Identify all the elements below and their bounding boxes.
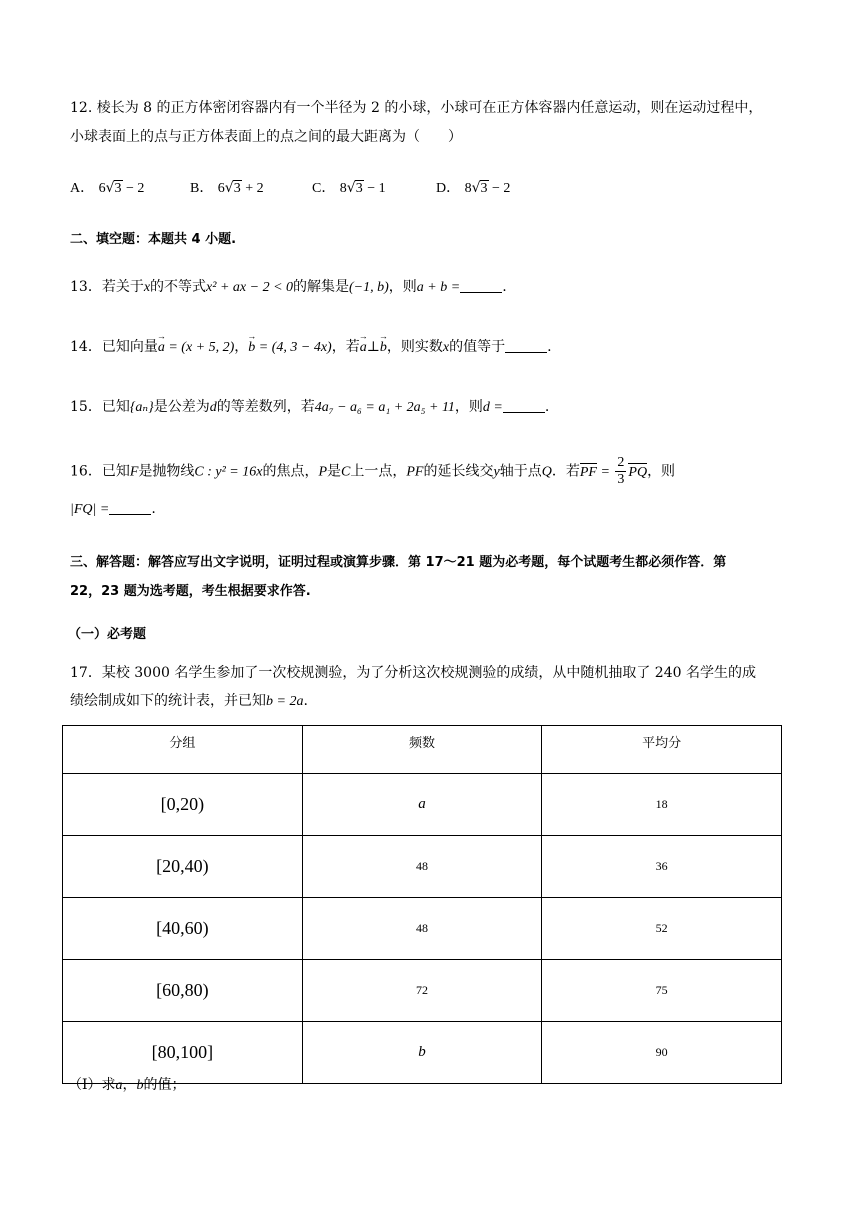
table-row — [63, 960, 782, 1022]
cell-average: 75 — [542, 960, 782, 1022]
table-header-row — [63, 726, 782, 774]
q12-option-b: B． 6√3 + 2 — [190, 180, 264, 196]
cell-average: 18 — [542, 774, 782, 836]
section-3-heading-line1: 三、解答题：解答应写出文字说明，证明过程或演算步骤．第 17～21 题为必考题，每个试题考生都必须作答．第 — [70, 555, 727, 570]
section-3-heading-line2: 22，23 题为选考题，考生根据要求作答. — [70, 584, 311, 599]
q16-answer-blank — [109, 500, 151, 515]
cell-average: 36 — [542, 836, 782, 898]
cell-average: 52 — [542, 898, 782, 960]
cell-group: [80,100] — [63, 1022, 303, 1084]
q14-answer-blank — [505, 338, 547, 353]
section-2-heading: 二、填空题：本题共 4 小题. — [70, 232, 237, 247]
header-average: 平均分 — [542, 726, 782, 774]
table-row — [63, 836, 782, 898]
q12-option-d: D． 8√3 − 2 — [436, 180, 511, 196]
q12-option-a: A． 6√3 − 2 — [70, 180, 145, 196]
q15: 15．已知{aₙ}是公差为d的等差数列，若4a₇ − a₆ = a₁ + 2a₅ + 11，则d = . — [70, 399, 550, 415]
cell-group: [0,20) — [63, 774, 303, 836]
q16-line2: |FQ| = . — [70, 501, 156, 517]
q12-line2: 小球表面上的点与正方体表面上的点之间的最大距离为（ ） — [70, 129, 462, 145]
header-group: 分组 — [63, 726, 303, 774]
cell-group: [40,60) — [63, 898, 303, 960]
q17-line1: 17．某校 3000 名学生参加了一次校规测验，为了分析这次校规测验的成绩，从中随机抽取了 240 名学生的成 — [70, 665, 756, 681]
q13-answer-blank — [460, 278, 502, 293]
cell-average: 90 — [542, 1022, 782, 1084]
cell-group: [60,80) — [63, 960, 303, 1022]
q17-part1: （Ⅰ）求a，b的值； — [68, 1077, 186, 1093]
q14: 14．已知向量→ a = (x + 5, 2)，→ b = (4, 3 − 4x)，若→ a⊥→ b，则实数x的值等于 . — [70, 336, 552, 356]
table-row — [63, 774, 782, 836]
cell-frequency: a — [302, 774, 542, 836]
statistics-table — [62, 725, 782, 1084]
header-frequency: 频数 — [302, 726, 542, 774]
cell-frequency: 48 — [302, 836, 542, 898]
fraction-two-thirds: $\frac{2}{3}$ — [617, 455, 625, 487]
cell-frequency: 48 — [302, 898, 542, 960]
subsection-required: （一）必考题 — [68, 627, 147, 642]
cell-frequency: 72 — [302, 960, 542, 1022]
table-row — [63, 898, 782, 960]
q13: 13．若关于x的不等式x² + ax − 2 < 0的解集是(−1, b)，则a + b = . — [70, 279, 507, 295]
q16-line1: 16．已知F是抛物线C : y² = 16x的焦点，P是C上一点，PF的延长线交y轴于点Q．若PF = $\frac{2}{3}$ PQ，则 — [70, 455, 676, 487]
cell-group: [20,40) — [63, 836, 303, 898]
q17-line2: 绩绘制成如下的统计表，并已知b = 2a. — [70, 693, 308, 709]
cell-frequency: b — [302, 1022, 542, 1084]
q15-answer-blank — [503, 398, 545, 413]
q12-option-c: C． 8√3 − 1 — [312, 180, 386, 196]
q12-line1: 12. 棱长为 8 的正方体密闭容器内有一个半径为 2 的小球，小球可在正方体容器内任意运动，则在运动过程中， — [70, 100, 763, 116]
